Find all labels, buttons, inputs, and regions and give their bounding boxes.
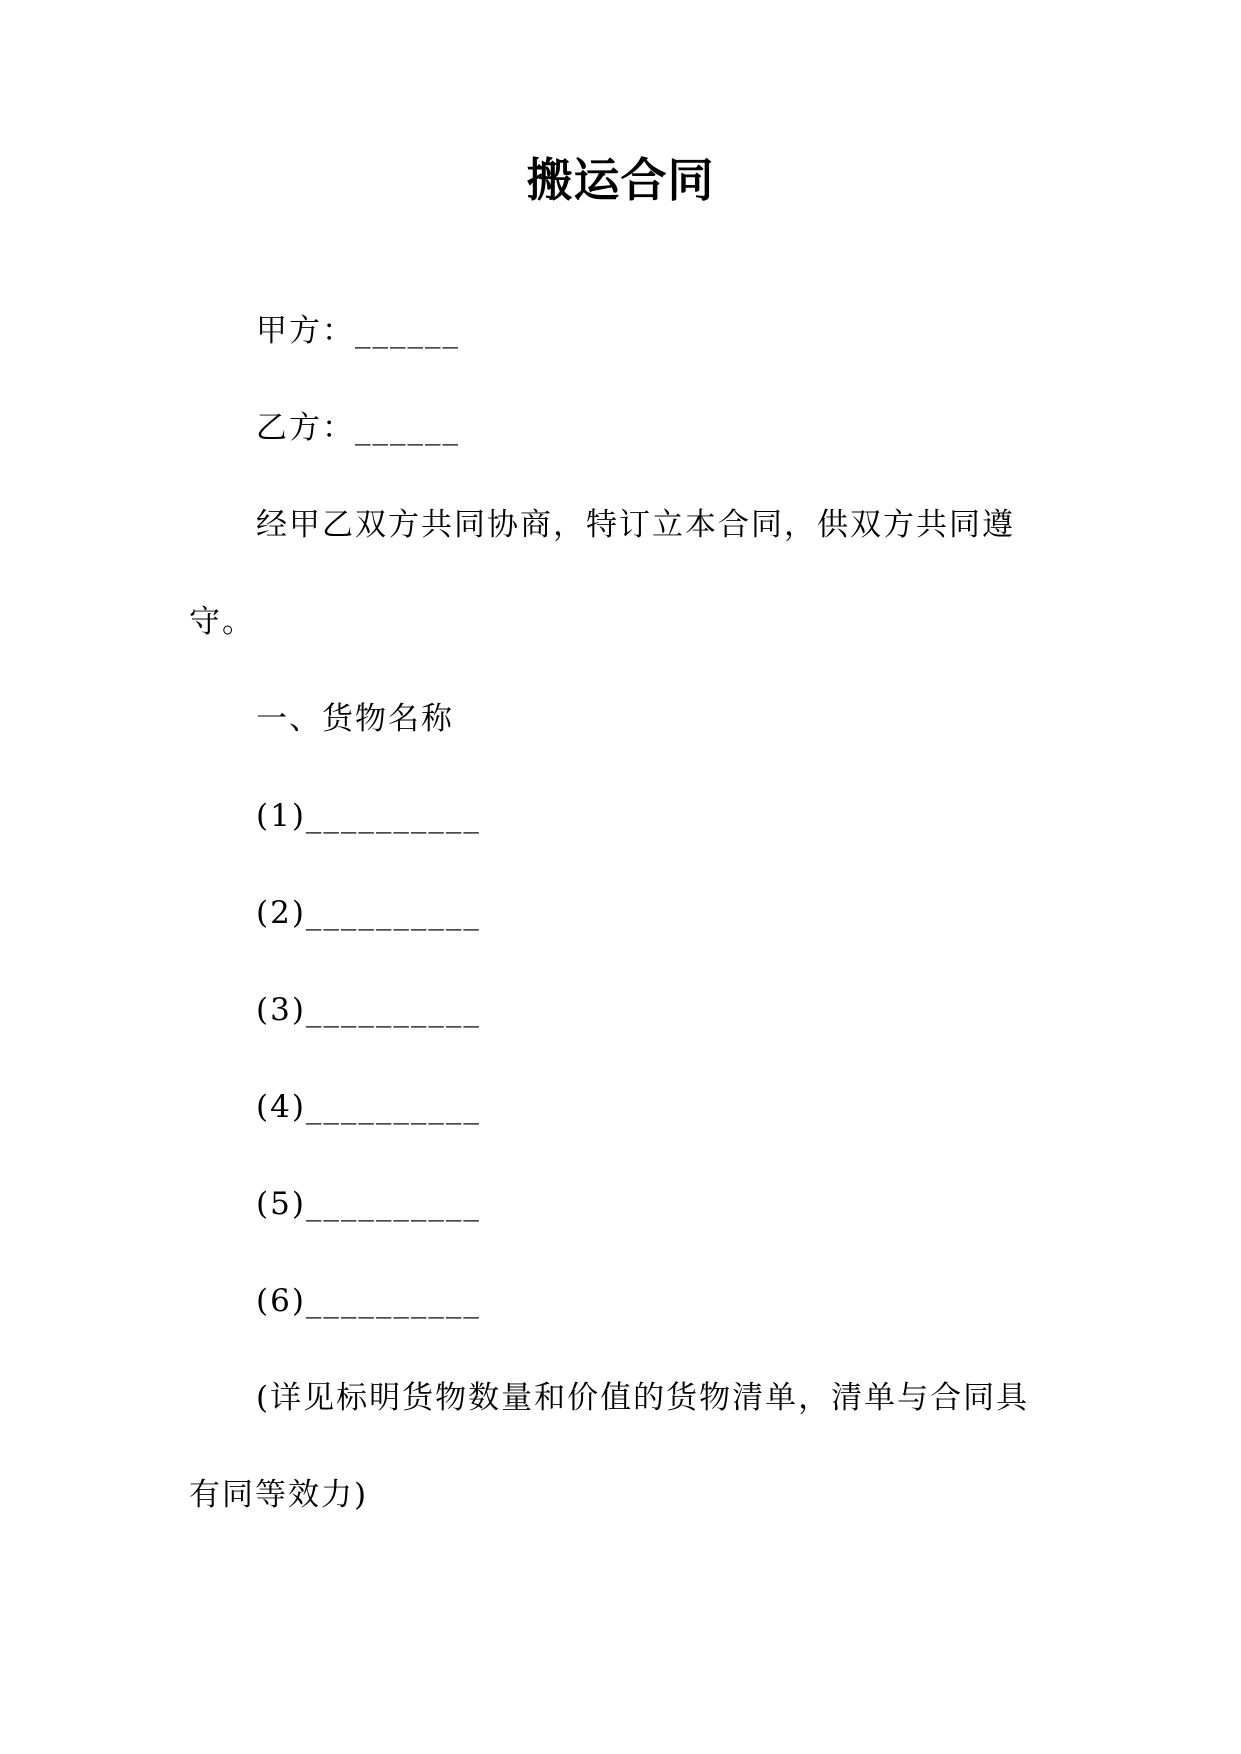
goods-item-4: (4)__________ (256, 1089, 481, 1125)
goods-item-5: (5)__________ (256, 1186, 481, 1222)
intro-paragraph-line-2: 守。 (189, 604, 255, 640)
party-a-line: 甲方：______ (256, 313, 460, 349)
document-title: 搬运合同 (526, 153, 715, 207)
section-1-heading: 一、货物名称 (256, 701, 454, 737)
goods-item-2: (2)__________ (256, 895, 481, 931)
goods-item-1: (1)__________ (256, 798, 481, 834)
goods-note-line-2: 有同等效力) (189, 1477, 369, 1513)
party-b-line: 乙方：______ (256, 410, 460, 446)
goods-note-line-1: (详见标明货物数量和价值的货物清单，清单与合同具 (256, 1380, 1030, 1416)
intro-paragraph-line-1: 经甲乙双方共同协商，特订立本合同，供双方共同遵 (256, 507, 1015, 543)
goods-item-3: (3)__________ (256, 992, 481, 1028)
goods-item-6: (6)__________ (256, 1283, 481, 1319)
